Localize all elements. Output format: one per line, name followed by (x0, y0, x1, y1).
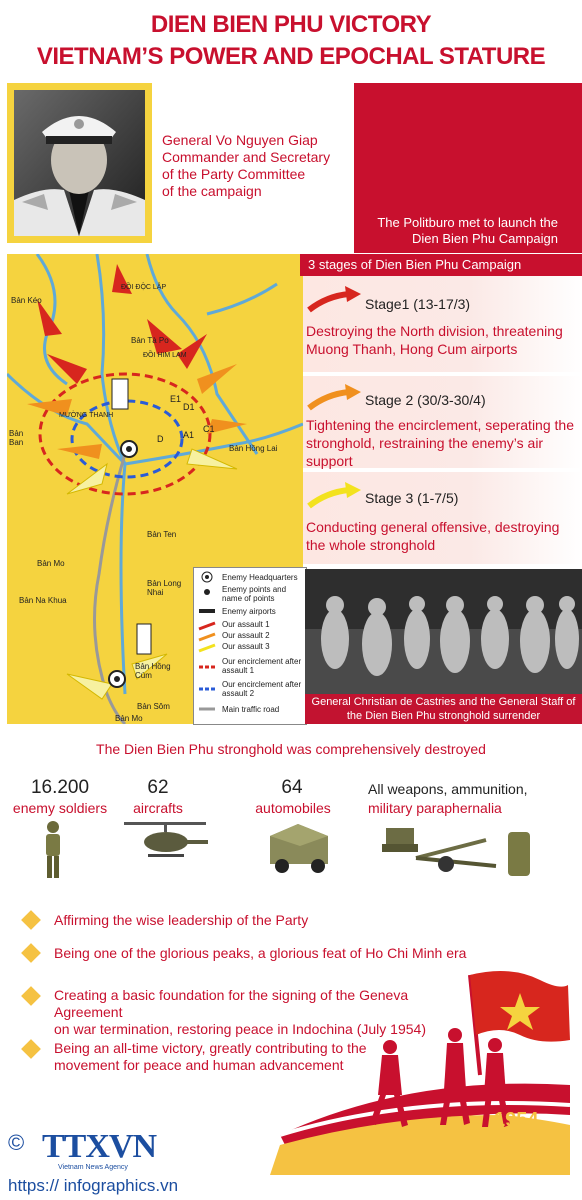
agency-name: Vietnam News Agency (58, 1164, 128, 1171)
bullet-diamond-icon (21, 986, 41, 1006)
general-caption-line3: of the Party Committee (162, 166, 306, 182)
map-label-ban-hong-cum: Bản Hồng Cúm (135, 662, 171, 680)
legend-points: Enemy points and name of points (222, 585, 287, 603)
stage-1-panel (303, 276, 582, 372)
photo-caption (305, 694, 582, 724)
stage-2-desc-line1: Tightening the encirclement, seperating the (306, 417, 574, 433)
legend-assault1: Our assault 1 (222, 620, 270, 629)
map-label-ban-mo-2: Bản Mo (115, 714, 143, 723)
stat-soldiers-value: 16.200 (30, 777, 90, 798)
bullet-diamond-icon (21, 943, 41, 963)
stage-3-desc-line1: Conducting general offensive, destroying (306, 519, 560, 535)
stage-1-desc (306, 322, 582, 358)
map-label-ban-ban: Bản Ban (9, 429, 24, 447)
stage-2-title: Stage 2 (30/3-30/4) (365, 392, 486, 408)
stage-1-desc-line2: Muong Thanh, Hong Cum airports (306, 341, 518, 357)
map-legend (193, 567, 307, 725)
stage-2-arrow-icon (307, 384, 363, 412)
general-caption-line4: of the campaign (162, 183, 262, 199)
significance-item-2: Being one of the glorious peaks, a glorious feat of Ho Chi Minh era (54, 945, 467, 961)
stage-2-panel (303, 376, 582, 468)
photo-caption-line2: the Dien Bien Phu stronghold surrender (346, 710, 541, 722)
map-label-d: D (157, 434, 164, 444)
stage-1-desc-line1: Destroying the North division, threatening (306, 323, 563, 339)
artillery-icon (376, 818, 536, 882)
general-caption (162, 132, 342, 200)
stat-automobiles-value: 64 (281, 777, 303, 798)
photo-caption-line1: General Christian de Castries and the General Staff of (311, 696, 576, 708)
results-heading: The Dien Bien Phu stronghold was comprehensively destroyed (96, 741, 486, 757)
map-label-a1: A1 (183, 430, 195, 440)
stage-3-panel (303, 472, 582, 564)
legend-assault3: Our assault 3 (222, 642, 270, 651)
stage-3-desc (306, 518, 582, 554)
stage-2-desc (306, 416, 582, 470)
page-title-line2: VIETNAM’S POWER AND EPOCHAL STATURE (36, 43, 546, 70)
truck-icon (264, 818, 334, 878)
stat-aircrafts-value: 62 (147, 777, 169, 798)
politburo-caption (356, 215, 558, 247)
ttxvn-logo: TTXVN (42, 1128, 157, 1165)
map-label-ban-long-nhai: Bản Long Nhai (147, 579, 182, 597)
politburo-line2: Dien Bien Phu Campaign (412, 231, 558, 246)
map-label-doi-doc-lap: ĐỒI ĐỘC LẬP (121, 284, 167, 291)
page-title-line1: DIEN BIEN PHU VICTORY (150, 11, 432, 38)
legend-airports: Enemy airports (222, 607, 276, 616)
significance-item-3-line2: on war termination, restoring peace in Indochina (July 1954) (54, 1021, 426, 1037)
stat-automobiles-label: automobiles (255, 800, 331, 816)
map-label-muong-thanh: MƯỜNG THANH (59, 412, 114, 419)
legend-assault2: Our assault 2 (222, 631, 270, 640)
stage-1-title: Stage1 (13-17/3) (365, 296, 471, 312)
general-portrait-image (14, 90, 145, 236)
map-label-doi-him-lam: ĐỒI HIM LAM (143, 352, 187, 359)
bullet-diamond-icon (21, 1039, 41, 1059)
stage-1-arrow-icon (307, 286, 363, 314)
legend-headquarters: Enemy Headquarters (222, 573, 298, 582)
legend-encirclement1: Our encirclement after assault 1 (222, 657, 302, 675)
map-label-e1: E1 (170, 394, 182, 404)
stage-3-desc-line2: the whole stronghold (306, 537, 436, 553)
map-label-ban-ta-po: Bản Tà Po (131, 336, 169, 345)
victory-flag-illustration (270, 965, 582, 1175)
significance-item-4-line1: Being an all-time victory, greatly contributing to the (54, 1040, 367, 1056)
significance-item-4-line2: movement for peace and human advancement (54, 1057, 344, 1073)
footer-url[interactable]: https:// infographics.vn (8, 1176, 179, 1195)
stat-aircrafts-label: aircrafts (133, 800, 183, 816)
map-label-ban-ten: Bản Ten (147, 530, 177, 539)
stages-heading: 3 stages of Dien Bien Phu Campaign (300, 254, 582, 276)
stage-2-desc-line2: stronghold, restraining the enemy’s air support (306, 435, 544, 469)
copyright-symbol: © (8, 1130, 25, 1155)
stage-3-arrow-icon (307, 482, 363, 510)
general-caption-line1: General Vo Nguyen Giap (162, 132, 318, 148)
stat-weapons-value: All weapons, ammunition, (368, 781, 528, 797)
map-label-ban-na-khua: Bản Na Khua (19, 596, 67, 605)
map-label-d1: D1 (183, 402, 195, 412)
stage-3-title: Stage 3 (1-7/5) (365, 490, 459, 506)
stat-soldiers-label: enemy soldiers (12, 800, 108, 816)
legend-road: Main traffic road (222, 705, 280, 714)
significance-item-1: Affirming the wise leadership of the Party (54, 912, 309, 928)
politburo-line1: The Politburo met to launch the (377, 215, 558, 230)
bullet-diamond-icon (21, 910, 41, 930)
soldier-icon (38, 820, 68, 880)
map-label-c1: C1 (203, 424, 215, 434)
significance-item-3-line1: Creating a basic foundation for the signing of the Geneva Agreement (54, 987, 409, 1020)
map-label-ban-hong-lai: Bản Hồng Lai (229, 444, 278, 453)
map-label-ban-som: Bản Sôm (137, 702, 170, 711)
year-label: 1954 (494, 1109, 539, 1131)
map-label-ban-mo: Bản Mo (37, 559, 65, 568)
map-label-ban-keo: Bản Kéo (11, 296, 42, 305)
general-caption-line2: Commander and Secretary (162, 149, 331, 165)
helicopter-icon (120, 818, 210, 868)
legend-encirclement2: Our encirclement after assault 2 (222, 680, 302, 698)
stat-weapons-label: military paraphernalia (368, 800, 502, 816)
